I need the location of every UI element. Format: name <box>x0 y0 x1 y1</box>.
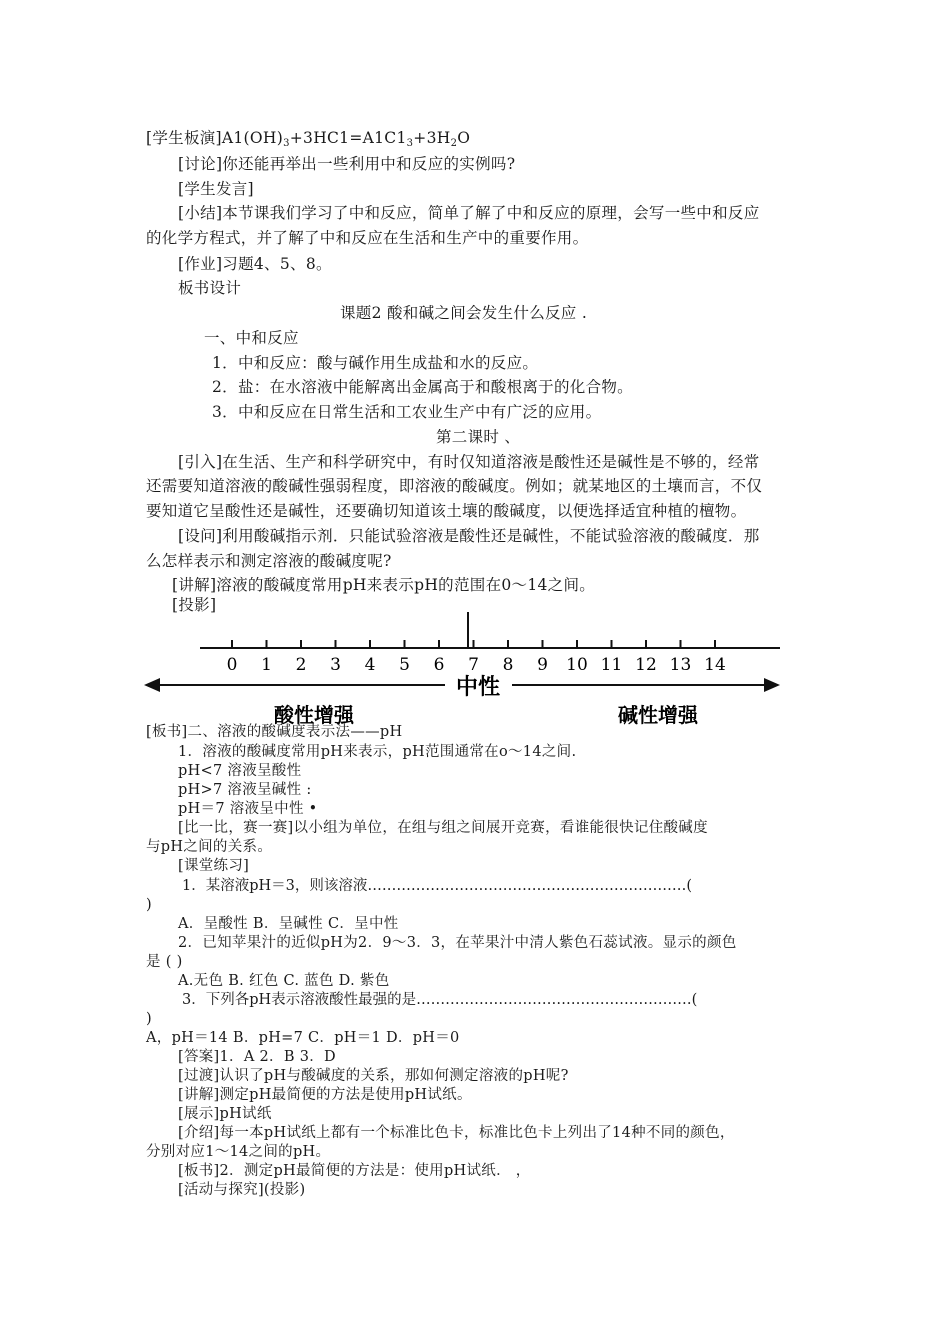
question-1-paren: ) <box>146 897 152 913</box>
question-1-options: A．呈酸性 B．呈碱性 C．呈中性 <box>178 916 399 932</box>
ph-tick-label: 2 <box>295 655 307 675</box>
ph-tick-label: 9 <box>537 655 548 675</box>
student-speech-line: [学生发言] <box>178 180 254 198</box>
section-neutralization: 一、中和反应 <box>204 329 299 347</box>
question-line-2: 么怎样表示和测定溶液的酸碱度呢? <box>146 552 392 570</box>
introduce-line: [介绍]每一本pH试纸上都有一个标准比色卡，标准比色卡上列出了14种不同的颜色， <box>178 1125 735 1141</box>
intro-line-1: [引入]在生活、生产和科学研究中，有时仅知道溶液是酸性还是碱性是不够的，经常 <box>178 453 760 471</box>
introduce-line-cont: 分别对应1～14之间的pH。 <box>146 1144 331 1160</box>
ph-tick-label: 8 <box>502 655 514 675</box>
ph-neutral-line: pH＝7 溶液呈中性 • <box>178 801 318 817</box>
transition-line: [过渡]认识了pH与酸碱度的关系，那如何测定溶液的pH呢? <box>178 1068 569 1084</box>
ph-tick-label: 3 <box>330 655 341 675</box>
ph-tick-labels <box>227 655 726 675</box>
homework-line: [作业]习题4、5、8。 <box>178 255 332 273</box>
student-demo-line: [学生板演]$A1(OH)_3+3HC1=A1C1_3+3H_2O$ <box>146 129 471 149</box>
question-3-options: A，pH＝14 B．pH=7 C．pH＝1 D．pH＝0 <box>146 1030 460 1046</box>
item-salt-def: 2．盐：在水溶液中能解离出金属高于和酸根离于的化合物。 <box>212 378 633 396</box>
discussion-line: [讨论]你还能再举出一些利用中和反应的实例吗? <box>178 155 516 173</box>
ph-tick-label: 0 <box>226 655 238 675</box>
answers-line: [答案]1．A 2．B 3．D <box>178 1049 336 1065</box>
ph-tick-label: 11 <box>600 655 623 675</box>
board-ph-item-1: 1．溶液的酸碱度常用pH来表示，pH范围通常在o～14之间. <box>178 744 577 760</box>
ph-tick-label: 12 <box>635 655 657 675</box>
ph-tick-label: 13 <box>669 655 692 675</box>
question-2-cont: 是 ( ) <box>146 954 183 970</box>
acid-arrow-head <box>144 678 160 692</box>
base-label: 碱性增强 <box>618 703 698 727</box>
second-lesson-heading: 第二课时 、 <box>436 428 521 446</box>
acid-label: 酸性增强 <box>274 703 354 727</box>
explain-line: [讲解]溶液的酸碱度常用pH来表示pH的范围在0～14之间。 <box>172 576 596 594</box>
activity-heading: [活动与探究](投影) <box>178 1182 306 1198</box>
item-application: 3．中和反应在日常生活和工农业生产中有广泛的应用。 <box>212 403 602 421</box>
question-1: 1．某溶液pH＝3，则该溶液…………………………………………………………( <box>182 878 693 894</box>
projection-label: [投影] <box>172 596 217 614</box>
item-neutralization-def: 1．中和反应：酸与碱作用生成盐和水的反应。 <box>212 354 539 372</box>
competition-line: [比一比，赛一赛]以小组为单位，在组与组之间展开竞赛，看谁能很快记住酸碱度 <box>178 820 708 836</box>
ph-tick-label: 14 <box>704 655 726 675</box>
question-3-paren: ) <box>146 1011 152 1027</box>
ph-tick-label: 4 <box>364 655 376 675</box>
ph-tick-label: 1 <box>261 655 272 675</box>
intro-line-3: 要知道它呈酸性还是碱性，还要确切知道该土壤的酸碱度，以便选择适宜种植的檀物。 <box>146 502 747 520</box>
neutral-label: 中性 <box>455 675 501 700</box>
intro-line-2: 还需要知道溶液的酸碱性强弱程度，即溶液的酸碱度。例如；就某地区的土壤而言，不仅 <box>146 477 763 495</box>
summary-line: [小结]本节课我们学习了中和反应，简单了解了中和反应的原理，会写一些中和反应 <box>178 204 760 222</box>
ph-acidic-line: pH<7 溶液呈酸性 <box>178 763 302 779</box>
board-ph-item-2: [板书]2．测定pH最简便的方法是：使用pH试纸． ， <box>178 1163 531 1179</box>
ph-scale-svg <box>140 610 800 728</box>
explain-ph-paper: [讲解]测定pH最简便的方法是使用pH试纸。 <box>178 1087 472 1103</box>
ph-tick-label: 10 <box>566 655 588 675</box>
ph-scale-figure <box>140 610 800 728</box>
competition-line-cont: 与pH之间的关系。 <box>146 839 273 855</box>
board-design-heading: 板书设计 <box>178 279 242 297</box>
ph-tick-label: 6 <box>433 655 445 675</box>
ph-ticks <box>232 640 715 648</box>
question-2-options: A.无色 B. 红色 C. 蓝色 D. 紫色 <box>178 973 390 989</box>
ph-tick-label: 7 <box>468 655 479 675</box>
question-line-1: [设问]利用酸碱指示剂．只能试验溶液是酸性还是碱性，不能试验溶液的酸碱度．那 <box>178 527 760 545</box>
lesson-title: 课题2 酸和碱之间会发生什么反应 . <box>340 304 588 322</box>
practice-heading: [课堂练习] <box>178 858 250 874</box>
board-ph-heading: [板书]二、溶液的酸碱度表示法——pH <box>146 724 403 740</box>
show-ph-paper: [展示]pH试纸 <box>178 1106 272 1122</box>
ph-basic-line: pH>7 溶液呈碱性 : <box>178 782 312 798</box>
ph-tick-label: 5 <box>399 655 410 675</box>
base-arrow-head <box>764 678 780 692</box>
summary-line-cont: 的化学方程式，并了解了中和反应在生活和生产中的重要作用。 <box>146 229 589 247</box>
question-2: 2．已知苹果汁的近似pH为2．9～3．3，在苹果汁中清人紫色石蕊试液。显示的颜色 <box>178 935 737 951</box>
question-3: 3．下列各pH表示溶液酸性最强的是…………………………………………………( <box>182 992 698 1008</box>
